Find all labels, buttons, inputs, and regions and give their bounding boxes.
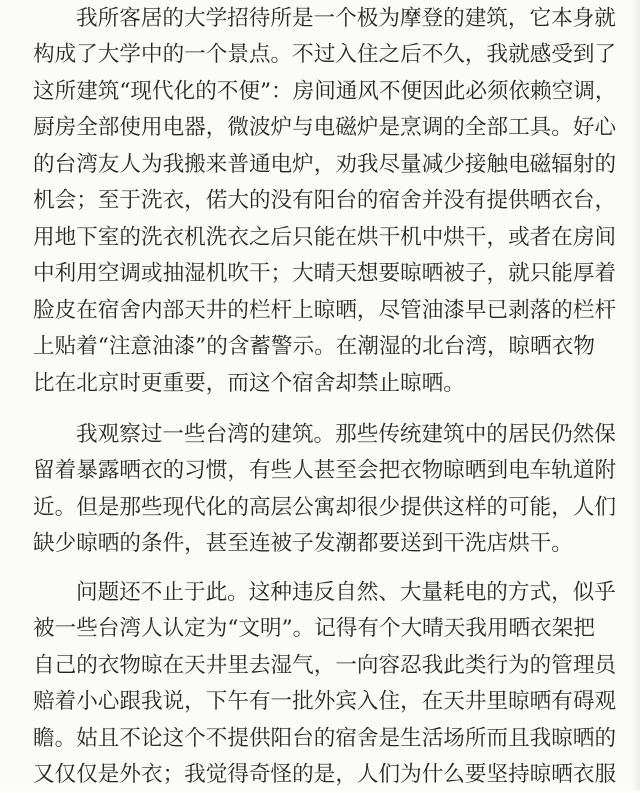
text-line: 留着暴露晒衣的习惯，有些人甚至会把衣物晾晒到电车轨道附 [33,458,617,483]
text-line: 用地下室的洗衣机洗衣之后只能在烘干机中烘干，或者在房间 [33,225,617,250]
text-line: 近。但是那些现代化的高层公寓却很少提供这样的可能，人们 [33,495,617,520]
text-line: 上贴着“注意油漆”的含蓄警示。在潮湿的北台湾，晾晒衣物 [33,334,595,359]
text-line: 自己的衣物晾在天井里去湿气，一向容忍我此类行为的管理员 [33,653,617,678]
text-line: 我观察过一些台湾的建筑。那些传统建筑中的居民仍然保 [76,422,616,447]
text-line: 比在北京时更重要，而这个宿舍却禁止晾晒。 [33,371,465,396]
text-line: 被一些台湾人认定为“文明”。记得有个大晴天我用晒衣架把 [33,616,595,641]
text-line: 机会；至于洗衣，偌大的没有阳台的宿舍并没有提供晒衣台， [33,188,617,213]
text-line: 中利用空调或抽湿机吹干；大晴天想要晾晒被子，就只能厚着 [33,261,617,286]
text-line: 厨房全部使用电器，微波炉与电磁炉是烹调的全部工具。好心 [33,115,617,140]
text-line: 问题还不止于此。这种违反自然、大量耗电的方式，似乎 [76,580,616,605]
text-line: 脸皮在宿舍内部天井的栏杆上晾晒，尽管油漆早已剥落的栏杆 [33,298,617,323]
text-line: 这所建筑“现代化的不便”：房间通风不便因此必须依赖空调， [33,79,617,104]
text-line: 又仅仅是外衣；我觉得奇怪的是，人们为什么要坚持晾晒衣服 [33,762,617,787]
text-line: 缺少晾晒的条件，甚至连被子发潮都要送到干洗店烘干。 [33,531,573,556]
text-line: 的台湾友人为我搬来普通电炉，劝我尽量减少接触电磁辐射的 [33,152,617,177]
text-line: 我所客居的大学招待所是一个极为摩登的建筑，它本身就 [76,6,616,31]
text-line: 赔着小心跟我说，下午有一批外宾入住，在天井里晾晒有碍观 [33,689,617,714]
text-line: 构成了大学中的一个景点。不过入住之后不久，我就感受到了 [33,42,617,67]
page-edge-shadow [632,0,640,790]
text-line: 瞻。姑且不论这个不提供阳台的宿舍是生活场所而且我晾晒的 [33,726,617,751]
